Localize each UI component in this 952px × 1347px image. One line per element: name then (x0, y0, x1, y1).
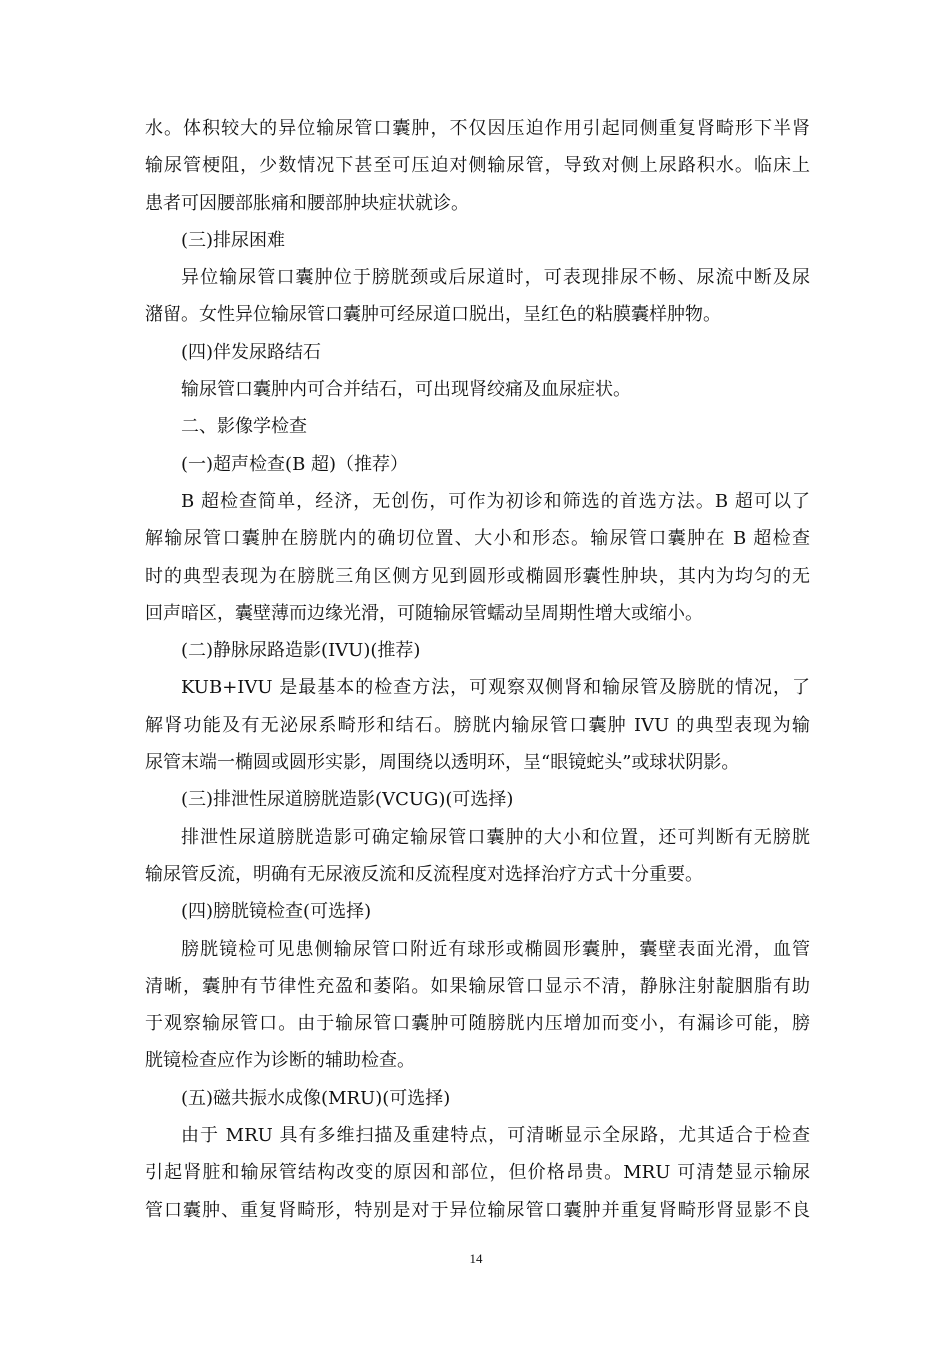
section-heading: (四)膀胱镜检查(可选择) (181, 901, 372, 923)
text-line: 时的典型表现为在膀胱三角区侧方见到圆形或椭圆形囊性肿块，其内为均匀的无 (145, 565, 810, 587)
text-line: B 超检查简单，经济，无创伤，可作为初诊和筛选的首选方法。B 超可以了 (181, 490, 810, 512)
text-line: 引起肾脏和输尿管结构改变的原因和部位，但价格昂贵。MRU 可清楚显示输尿 (145, 1162, 810, 1184)
text-line: 异位输尿管口囊肿位于膀胱颈或后尿道时，可表现排尿不畅、尿流中断及尿 (181, 267, 810, 289)
text-line: 回声暗区，囊壁薄而边缘光滑，可随输尿管蠕动呈周期性增大或缩小。 (145, 602, 703, 624)
text-line: 清晰，囊肿有节律性充盈和萎陷。如果输尿管口显示不清，静脉注射靛胭脂有助 (145, 975, 810, 997)
text-line: 解输尿管口囊肿在膀胱内的确切位置、大小和形态。输尿管口囊肿在 B 超检查 (145, 528, 810, 550)
text-line: 水。体积较大的异位输尿管口囊肿，不仅因压迫作用引起同侧重复肾畸形下半肾 (145, 118, 810, 139)
section-heading: (五)磁共振水成像(MRU)(可选择) (181, 1087, 451, 1109)
text-line: 尿管末端一椭圆或圆形实影，周围绕以透明环，呈“眼镜蛇头”或球状阴影。 (145, 752, 740, 774)
text-line: 膀胱镜检可见患侧输尿管口附近有球形或椭圆形囊肿，囊壁表面光滑，血管 (181, 938, 810, 960)
text-line: 排泄性尿道膀胱造影可确定输尿管口囊肿的大小和位置，还可判断有无膀胱 (181, 826, 810, 848)
document-body (145, 110, 810, 1229)
section-heading: (三)排尿困难 (181, 229, 286, 251)
text-line: 由于 MRU 具有多维扫描及重建特点，可清晰显示全尿路，尤其适合于检查 (181, 1125, 810, 1147)
section-heading: 二、影像学检查 (181, 416, 307, 438)
section-heading: (一)超声检查(B 超)（推荐） (181, 453, 409, 475)
text-line: 输尿管口囊肿内可合并结石，可出现肾绞痛及血尿症状。 (181, 379, 631, 401)
text-line: 患者可因腰部胀痛和腰部肿块症状就诊。 (145, 192, 469, 214)
text-line: 输尿管反流，明确有无尿液反流和反流程度对选择治疗方式十分重要。 (145, 863, 703, 885)
page-number: 14 (469, 1251, 483, 1266)
text-line: 解肾功能及有无泌尿系畸形和结石。膀胱内输尿管口囊肿 IVU 的典型表现为输 (145, 714, 810, 736)
text-line: 于观察输尿管口。由于输尿管口囊肿可随膀胱内压增加而变小，有漏诊可能，膀 (145, 1013, 810, 1035)
text-line: KUB+IVU 是最基本的检查方法，可观察双侧肾和输尿管及膀胱的情况，了 (181, 677, 810, 699)
text-line: 胱镜检查应作为诊断的辅助检查。 (145, 1050, 415, 1072)
section-heading: (三)排泄性尿道膀胱造影(VCUG)(可选择) (181, 789, 514, 811)
text-line: 管口囊肿、重复肾畸形，特别是对于异位输尿管口囊肿并重复肾畸形肾显影不良 (145, 1199, 810, 1221)
section-heading: (二)静脉尿路造影(IVU)(推荐) (181, 640, 421, 662)
text-line: 输尿管梗阻，少数情况下甚至可压迫对侧输尿管，导致对侧上尿路积水。临床上 (145, 155, 810, 177)
section-heading: (四)伴发尿路结石 (181, 341, 322, 363)
text-line: 潴留。女性异位输尿管口囊肿可经尿道口脱出，呈红色的粘膜囊样肿物。 (145, 304, 721, 326)
